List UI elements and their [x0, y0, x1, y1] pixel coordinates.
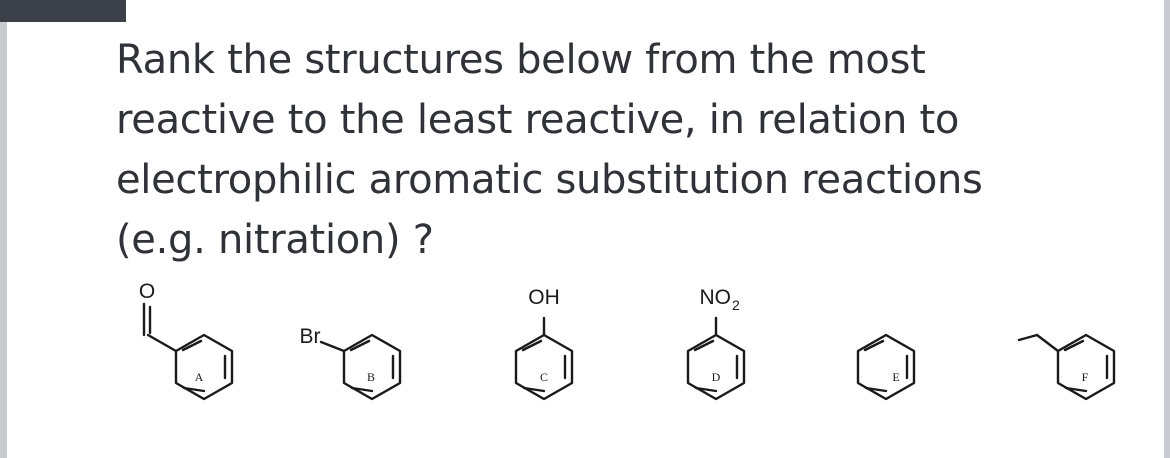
bond-a-side — [148, 335, 176, 351]
ring-b — [344, 335, 400, 399]
ring-e — [858, 335, 914, 399]
atom-label-oh: OH — [528, 286, 560, 309]
structure-a — [144, 304, 232, 399]
ring-a — [176, 335, 232, 399]
bond-b-br — [321, 342, 344, 351]
structure-e — [858, 335, 914, 399]
structure-c — [516, 318, 572, 399]
structure-label-b: B — [366, 370, 376, 384]
question-line-3: electrophilic aromatic substitution reactions — [116, 157, 983, 203]
ring-c — [516, 335, 572, 399]
structure-f — [1019, 335, 1114, 399]
ring-f — [1058, 335, 1114, 399]
question-line-2: reactive to the least reactive, in relation to — [116, 97, 960, 143]
structure-d — [688, 318, 744, 399]
atom-label-o: O — [138, 280, 156, 303]
structure-label-d: D — [711, 370, 721, 384]
bond-f-side — [1037, 335, 1058, 351]
structure-label-f: F — [1081, 370, 1089, 384]
atom-label-no2: NO — [699, 286, 731, 309]
structure-label-a: A — [194, 370, 204, 384]
atom-label-br: Br — [299, 325, 321, 348]
structure-label-c: C — [539, 370, 549, 384]
ring-d — [688, 335, 744, 399]
structure-b — [321, 335, 400, 399]
question-line-4: (e.g. nitration) ? — [116, 217, 434, 263]
atom-label-no2-subscript: 2 — [732, 297, 740, 313]
question-line-1: Rank the structures below from the most — [116, 37, 926, 83]
structure-label-e: E — [892, 370, 900, 384]
